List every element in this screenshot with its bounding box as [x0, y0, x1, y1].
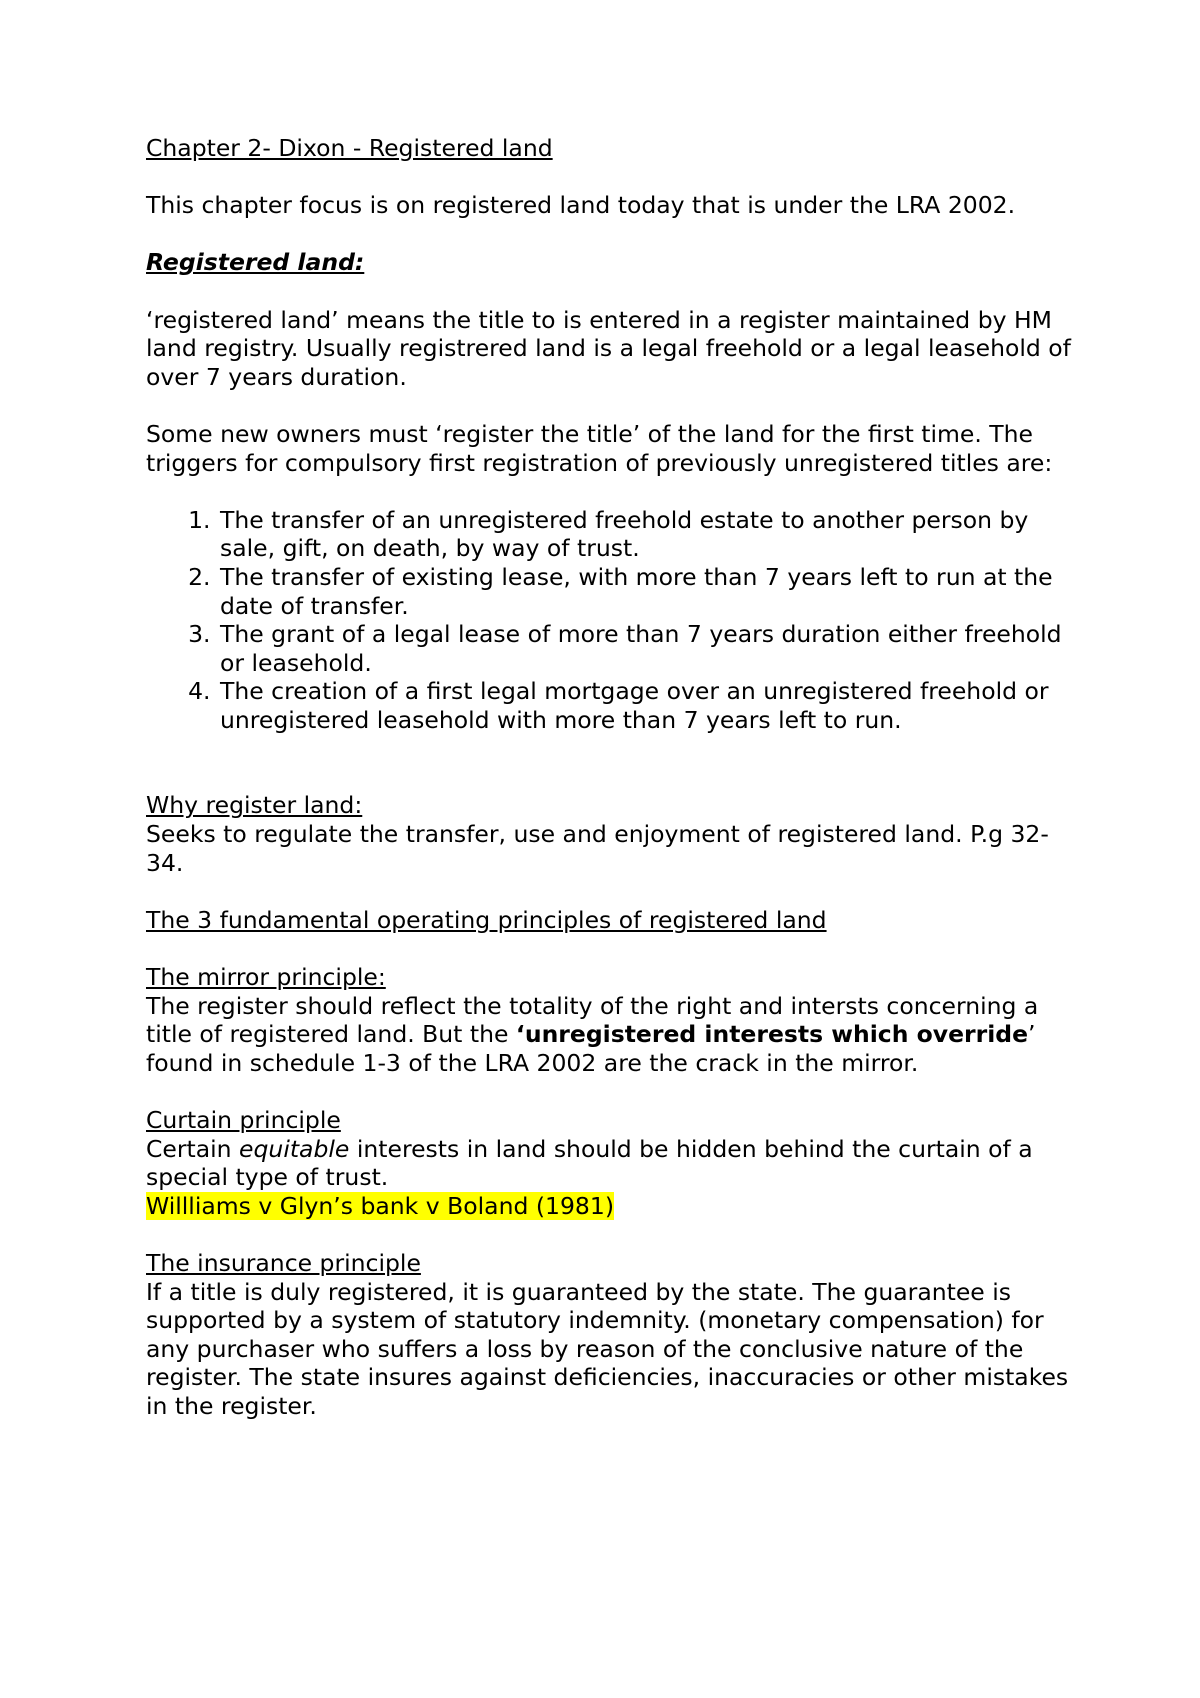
- spacer: [146, 934, 1076, 963]
- curtain-principle-heading: Curtain principle: [146, 1106, 341, 1134]
- intro-paragraph: This chapter focus is on registered land today that is under the LRA 2002.: [146, 191, 1016, 220]
- principles-heading: The 3 fundamental operating principles of registered land: [146, 905, 827, 934]
- registered-land-heading: Registered land:: [146, 248, 365, 277]
- curtain-italic-term: equitable: [239, 1134, 350, 1163]
- spacer: [146, 1077, 1076, 1106]
- document-title: Chapter 2- Dixon - Registered land: [146, 134, 553, 162]
- why-register-text: Seeks to regulate the transfer, use and enjoyment of registered land. P.g 32- 34.: [146, 820, 1049, 877]
- list-item: 4. The creation of a first legal mortgage over an unregistered freehold or unregistered leasehold with more than 7 years left to run.: [218, 677, 1076, 734]
- list-item: 1. The transfer of an unregistered freehold estate to another person by sale, gift, on death, by way of trust.: [218, 506, 1076, 563]
- mirror-text-start: The register should reflect the totality of the right and intersts concerning a title of registered land. But the: [146, 991, 1039, 1049]
- spacer: [146, 391, 1076, 420]
- spacer: [146, 163, 1076, 192]
- highlighted-case-citation: Willliams v Glyn’s bank v Boland (1981): [146, 1191, 614, 1220]
- mirror-bold-term: ‘unregistered interests which override: [515, 1020, 1029, 1049]
- registered-land-definition: ‘registered land’ means the title to is entered in a register maintained by HM land registry. Usually registrered land is a legal freehold or a legal leasehold of over 7 years duration.: [146, 305, 1071, 391]
- curtain-case-line: [146, 1192, 1076, 1221]
- why-register-heading: Why register land:: [146, 791, 363, 820]
- mirror-principle-heading: The mirror principle:: [146, 963, 386, 992]
- registration-triggers-list: [146, 506, 1076, 735]
- mirror-text-end: ’ found in schedule 1-3 of the LRA 2002 are the crack in the mirror.: [146, 1020, 1036, 1077]
- curtain-text-end: interests in land should be hidden behind the curtain of a special type of trust.: [146, 1134, 1033, 1192]
- spacer: [146, 277, 1076, 306]
- insurance-principle-heading: The insurance principle: [146, 1248, 421, 1277]
- spacer: [146, 220, 1076, 249]
- list-item: 2. The transfer of existing lease, with more than 7 years left to run at the date of transfer.: [218, 563, 1076, 620]
- spacer: [146, 877, 1076, 906]
- list-item: 3. The grant of a legal lease of more than 7 years duration either freehold or leasehold.: [218, 620, 1076, 677]
- document-page: [146, 134, 1076, 1421]
- spacer: [146, 1220, 1076, 1249]
- mirror-principle-text: [146, 992, 1076, 1078]
- spacer: [146, 734, 1076, 791]
- curtain-text-start: Certain: [146, 1134, 240, 1163]
- curtain-principle-text: [146, 1135, 1076, 1192]
- insurance-principle-text: If a title is duly registered, it is guaranteed by the state. The guarantee is supported by a system of statutory indemnity. (monetary compensation) for any purchaser who suffers a loss by reason of the conclusive nature of the register. The state insures against deficiencies, inaccuracies or other mistakes in the register.: [146, 1277, 1069, 1420]
- registration-triggers-intro: Some new owners must ‘register the title’ of the land for the first time. The triggers for compulsory first registration of previously unregistered titles are:: [146, 419, 1053, 477]
- spacer: [146, 477, 1076, 506]
